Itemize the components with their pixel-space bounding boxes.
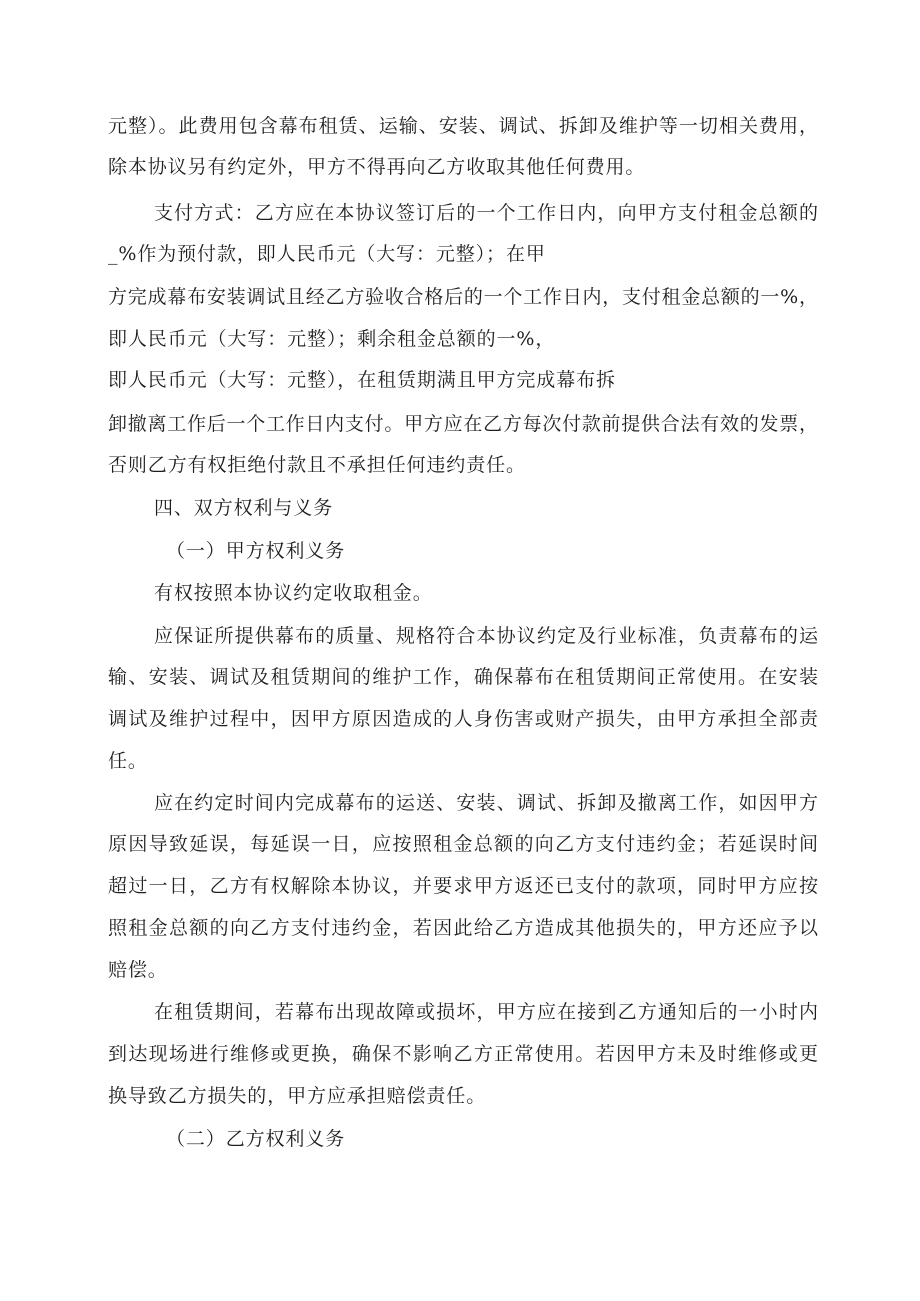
paragraph-line: 支付方式：乙方应在本协议签订后的一个工作日内，向甲方支付租金总额的 bbox=[154, 202, 818, 224]
paragraph-line: 任。 bbox=[108, 750, 148, 772]
subsection-heading: （一）甲方权利义务 bbox=[166, 540, 346, 562]
paragraph-line: 超过一日，乙方有权解除本协议，并要求甲方返还已支付的款项，同时甲方应按 bbox=[108, 875, 818, 897]
paragraph-line: 卸撤离工作后一个工作日内支付。甲方应在乙方每次付款前提供合法有效的发票， bbox=[108, 413, 818, 435]
paragraph-line: 元整）。此费用包含幕布租赁、运输、安装、调试、拆卸及维护等一切相关费用， bbox=[108, 115, 818, 137]
section-heading: 四、双方权利与义务 bbox=[154, 497, 334, 519]
paragraph-line: 在租赁期间，若幕布出现故障或损坏，甲方应在接到乙方通知后的一小时内 bbox=[154, 1001, 818, 1023]
paragraph-line: 换导致乙方损失的，甲方应承担赔偿责任。 bbox=[108, 1085, 487, 1107]
paragraph-line: 除本协议另有约定外，甲方不得再向乙方收取其他任何费用。 bbox=[108, 156, 646, 178]
paragraph-line: _%作为预付款，即人民币元（大写：元整）；在甲 bbox=[108, 243, 546, 265]
paragraph-line: 否则乙方有权拒绝付款且不承担任何违约责任。 bbox=[108, 454, 526, 476]
paragraph-line: 调试及维护过程中，因甲方原因造成的人身伤害或财产损失，由甲方承担全部责 bbox=[108, 708, 818, 730]
paragraph-line: 赔偿。 bbox=[108, 959, 168, 981]
paragraph-line: 应在约定时间内完成幕布的运送、安装、调试、拆卸及撤离工作，如因甲方 bbox=[154, 792, 818, 814]
paragraph-line: 即人民币元（大写：元整）；剩余租金总额的一%， bbox=[108, 328, 556, 350]
paragraph-line: 方完成幕布安装调试且经乙方验收合格后的一个工作日内，支付租金总额的一%， bbox=[108, 286, 818, 308]
paragraph-line: 原因导致延误，每延误一日，应按照租金总额的向乙方支付违约金；若延误时间 bbox=[108, 833, 818, 855]
subsection-heading: （二）乙方权利义务 bbox=[166, 1128, 346, 1150]
paragraph-line: 即人民币元（大写：元整），在租赁期满且甲方完成幕布拆 bbox=[108, 369, 616, 391]
paragraph-line: 输、安装、调试及租赁期间的维护工作，确保幕布在租赁期间正常使用。在安装 bbox=[108, 666, 818, 688]
paragraph-line: 照租金总额的向乙方支付违约金，若因此给乙方造成其他损失的，甲方还应予以 bbox=[108, 917, 818, 939]
paragraph-line: 应保证所提供幕布的质量、规格符合本协议约定及行业标准，负责幕布的运 bbox=[154, 625, 818, 647]
paragraph-line: 到达现场进行维修或更换，确保不影响乙方正常使用。若因甲方未及时维修或更 bbox=[108, 1043, 818, 1065]
paragraph-line: 有权按照本协议约定收取租金。 bbox=[154, 582, 433, 604]
